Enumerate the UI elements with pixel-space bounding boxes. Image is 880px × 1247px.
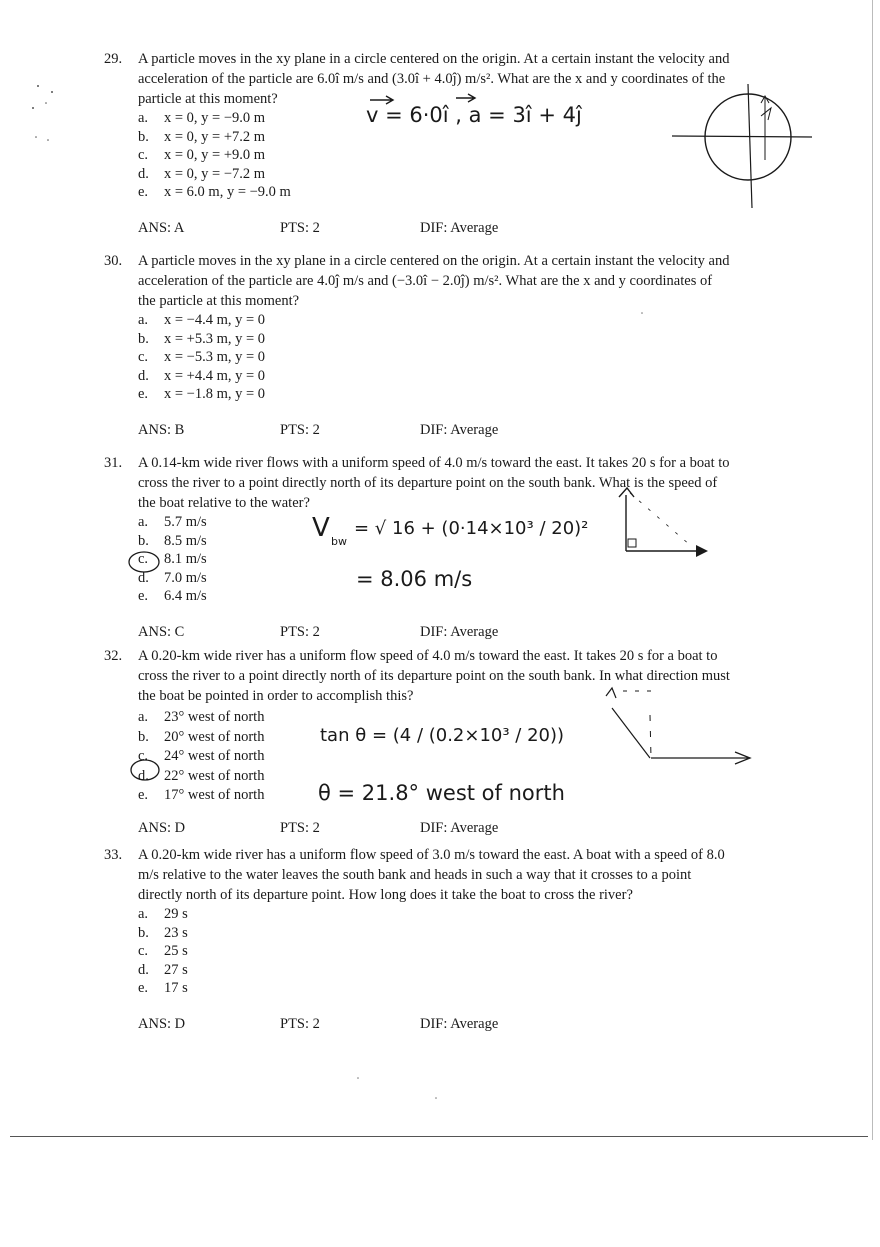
handwritten-velocity-acceleration: v = 6·0î , a = 3î + 4ĵ [366,103,582,127]
handwritten-formula-q32: tan θ = (4 / (0.2×10³ / 20)) [320,725,565,746]
choice-text: x = +5.3 m, y = 0 [164,330,266,347]
choice-label: a. [138,312,149,328]
handwritten-result-q32: θ = 21.8° west of north [318,781,565,805]
choice-text: x = −5.3 m, y = 0 [164,349,266,365]
question-text-line: cross the river to a point directly north of its departure point on the south bank. What is the speed of [138,475,718,491]
answer-key: ANS: B [138,421,185,438]
points: PTS: 2 [280,219,320,236]
choice-label: e. [138,184,149,200]
question-text-line: A 0.20-km wide river has a uniform flow speed of 3.0 m/s toward the east. A boat with a speed of 8.0 [138,847,725,863]
choice-label: c. [138,147,149,163]
choice-text: 25 s [164,943,188,959]
page-right-edge [872,0,873,1140]
question-text-line: the particle at this moment? [138,293,300,309]
choice-text: 17° west of north [164,787,265,803]
difficulty: DIF: Average [420,421,499,438]
choice-text: 23 s [164,924,188,941]
choice-label: e. [138,787,149,803]
page-bottom-rule [10,1136,868,1137]
choice-text: x = 0, y = +9.0 m [164,147,266,163]
points: PTS: 2 [280,819,320,836]
handwritten-result-q31: = 8.06 m/s [356,567,473,591]
choice-label: d. [138,569,149,586]
choice-text: 8.5 m/s [164,532,207,549]
choice-label: a. [138,906,149,922]
choice-text: x = −1.8 m, y = 0 [164,386,266,402]
choice-label: e. [138,386,149,402]
choice-text: x = +4.4 m, y = 0 [164,367,266,384]
choice-label: b. [138,128,149,145]
handwritten-v-subscript: bw [331,535,347,548]
difficulty: DIF: Average [420,623,499,640]
choice-label: b. [138,532,149,549]
choice-label: b. [138,330,149,347]
question-text-line: directly north of its departure point. How long does it take the boat to cross the river? [138,887,633,903]
choice-label: c. [138,943,149,959]
question-number: 29. [104,51,123,67]
choice-text: 17 s [164,980,188,996]
choice-text: x = −4.4 m, y = 0 [164,312,266,328]
choice-text: 7.0 m/s [164,569,207,586]
choice-label: a. [138,709,149,725]
choice-label: c. [138,748,149,764]
points: PTS: 2 [280,421,320,438]
choice-label: a. [138,110,149,126]
difficulty: DIF: Average [420,1015,499,1032]
question-text-line: m/s relative to the water leaves the south bank and heads in such a way that it crosses to a point [138,867,692,883]
question-text-line: A 0.14-km wide river flows with a uniform speed of 4.0 m/s toward the east. It takes 20 s for a boat to [138,455,730,471]
choice-label: e. [138,980,149,996]
points: PTS: 2 [280,1015,320,1032]
choice-text: 5.7 m/s [164,514,207,530]
choice-text: 24° west of north [164,748,265,764]
question-text-line: the boat be pointed in order to accomplish this? [138,688,414,704]
choice-text: 27 s [164,961,188,978]
answer-key: ANS: A [138,219,185,236]
choice-label: d. [138,961,149,978]
choice-text: 29 s [164,906,188,922]
choice-text: 23° west of north [164,709,265,725]
answer-key: ANS: C [138,623,185,640]
choice-text: 6.4 m/s [164,588,207,604]
question-text-line: particle at this moment? [138,91,278,107]
choice-label: d. [138,367,149,384]
choice-text: 8.1 m/s [164,551,207,567]
question-text-line: A particle moves in the xy plane in a circle centered on the origin. At a certain instant the velocity and [138,51,730,67]
question-number: 33. [104,847,123,863]
question-text-line: A particle moves in the xy plane in a circle centered on the origin. At a certain instant the velocity and [138,253,730,269]
choice-text: 20° west of north [164,728,265,745]
choice-label: d. [138,165,149,182]
choice-label: e. [138,588,149,604]
choice-label: b. [138,924,149,941]
question-text-line: acceleration of the particle are 4.0ĵ m/s and (−3.0î − 2.0ĵ) m/s². What are the x and y coordinates of [138,273,713,289]
question-text-line: acceleration of the particle are 6.0î m/s and (3.0î + 4.0ĵ) m/s². What are the x and y coordinates of the [138,71,726,87]
question-text-line: the boat relative to the water? [138,495,310,511]
difficulty: DIF: Average [420,819,499,836]
handwritten-formula-q31: = √ 16 + (0·14×10³ / 20)² [354,518,589,539]
choice-text: 22° west of north [164,767,265,784]
choice-label: c. [138,551,149,567]
answer-key: ANS: D [138,1015,186,1032]
question-number: 31. [104,455,123,471]
choice-label: b. [138,728,149,745]
choice-text: x = 0, y = −9.0 m [164,110,266,126]
choice-text: x = 6.0 m, y = −9.0 m [164,184,291,200]
choice-label: a. [138,514,149,530]
choice-label: d. [138,767,149,784]
choice-text: x = 0, y = +7.2 m [164,128,266,145]
handwritten-v-symbol: V [312,513,330,543]
answer-key: ANS: D [138,819,186,836]
difficulty: DIF: Average [420,219,499,236]
question-text-line: A 0.20-km wide river has a uniform flow speed of 4.0 m/s toward the east. It takes 20 s for a boat to [138,648,718,664]
choice-label: c. [138,349,149,365]
choice-text: x = 0, y = −7.2 m [164,165,266,182]
points: PTS: 2 [280,623,320,640]
question-number: 30. [104,253,123,269]
question-number: 32. [104,648,123,664]
question-text-line: cross the river to a point directly north of its departure point on the south bank. In what direction must [138,668,730,684]
